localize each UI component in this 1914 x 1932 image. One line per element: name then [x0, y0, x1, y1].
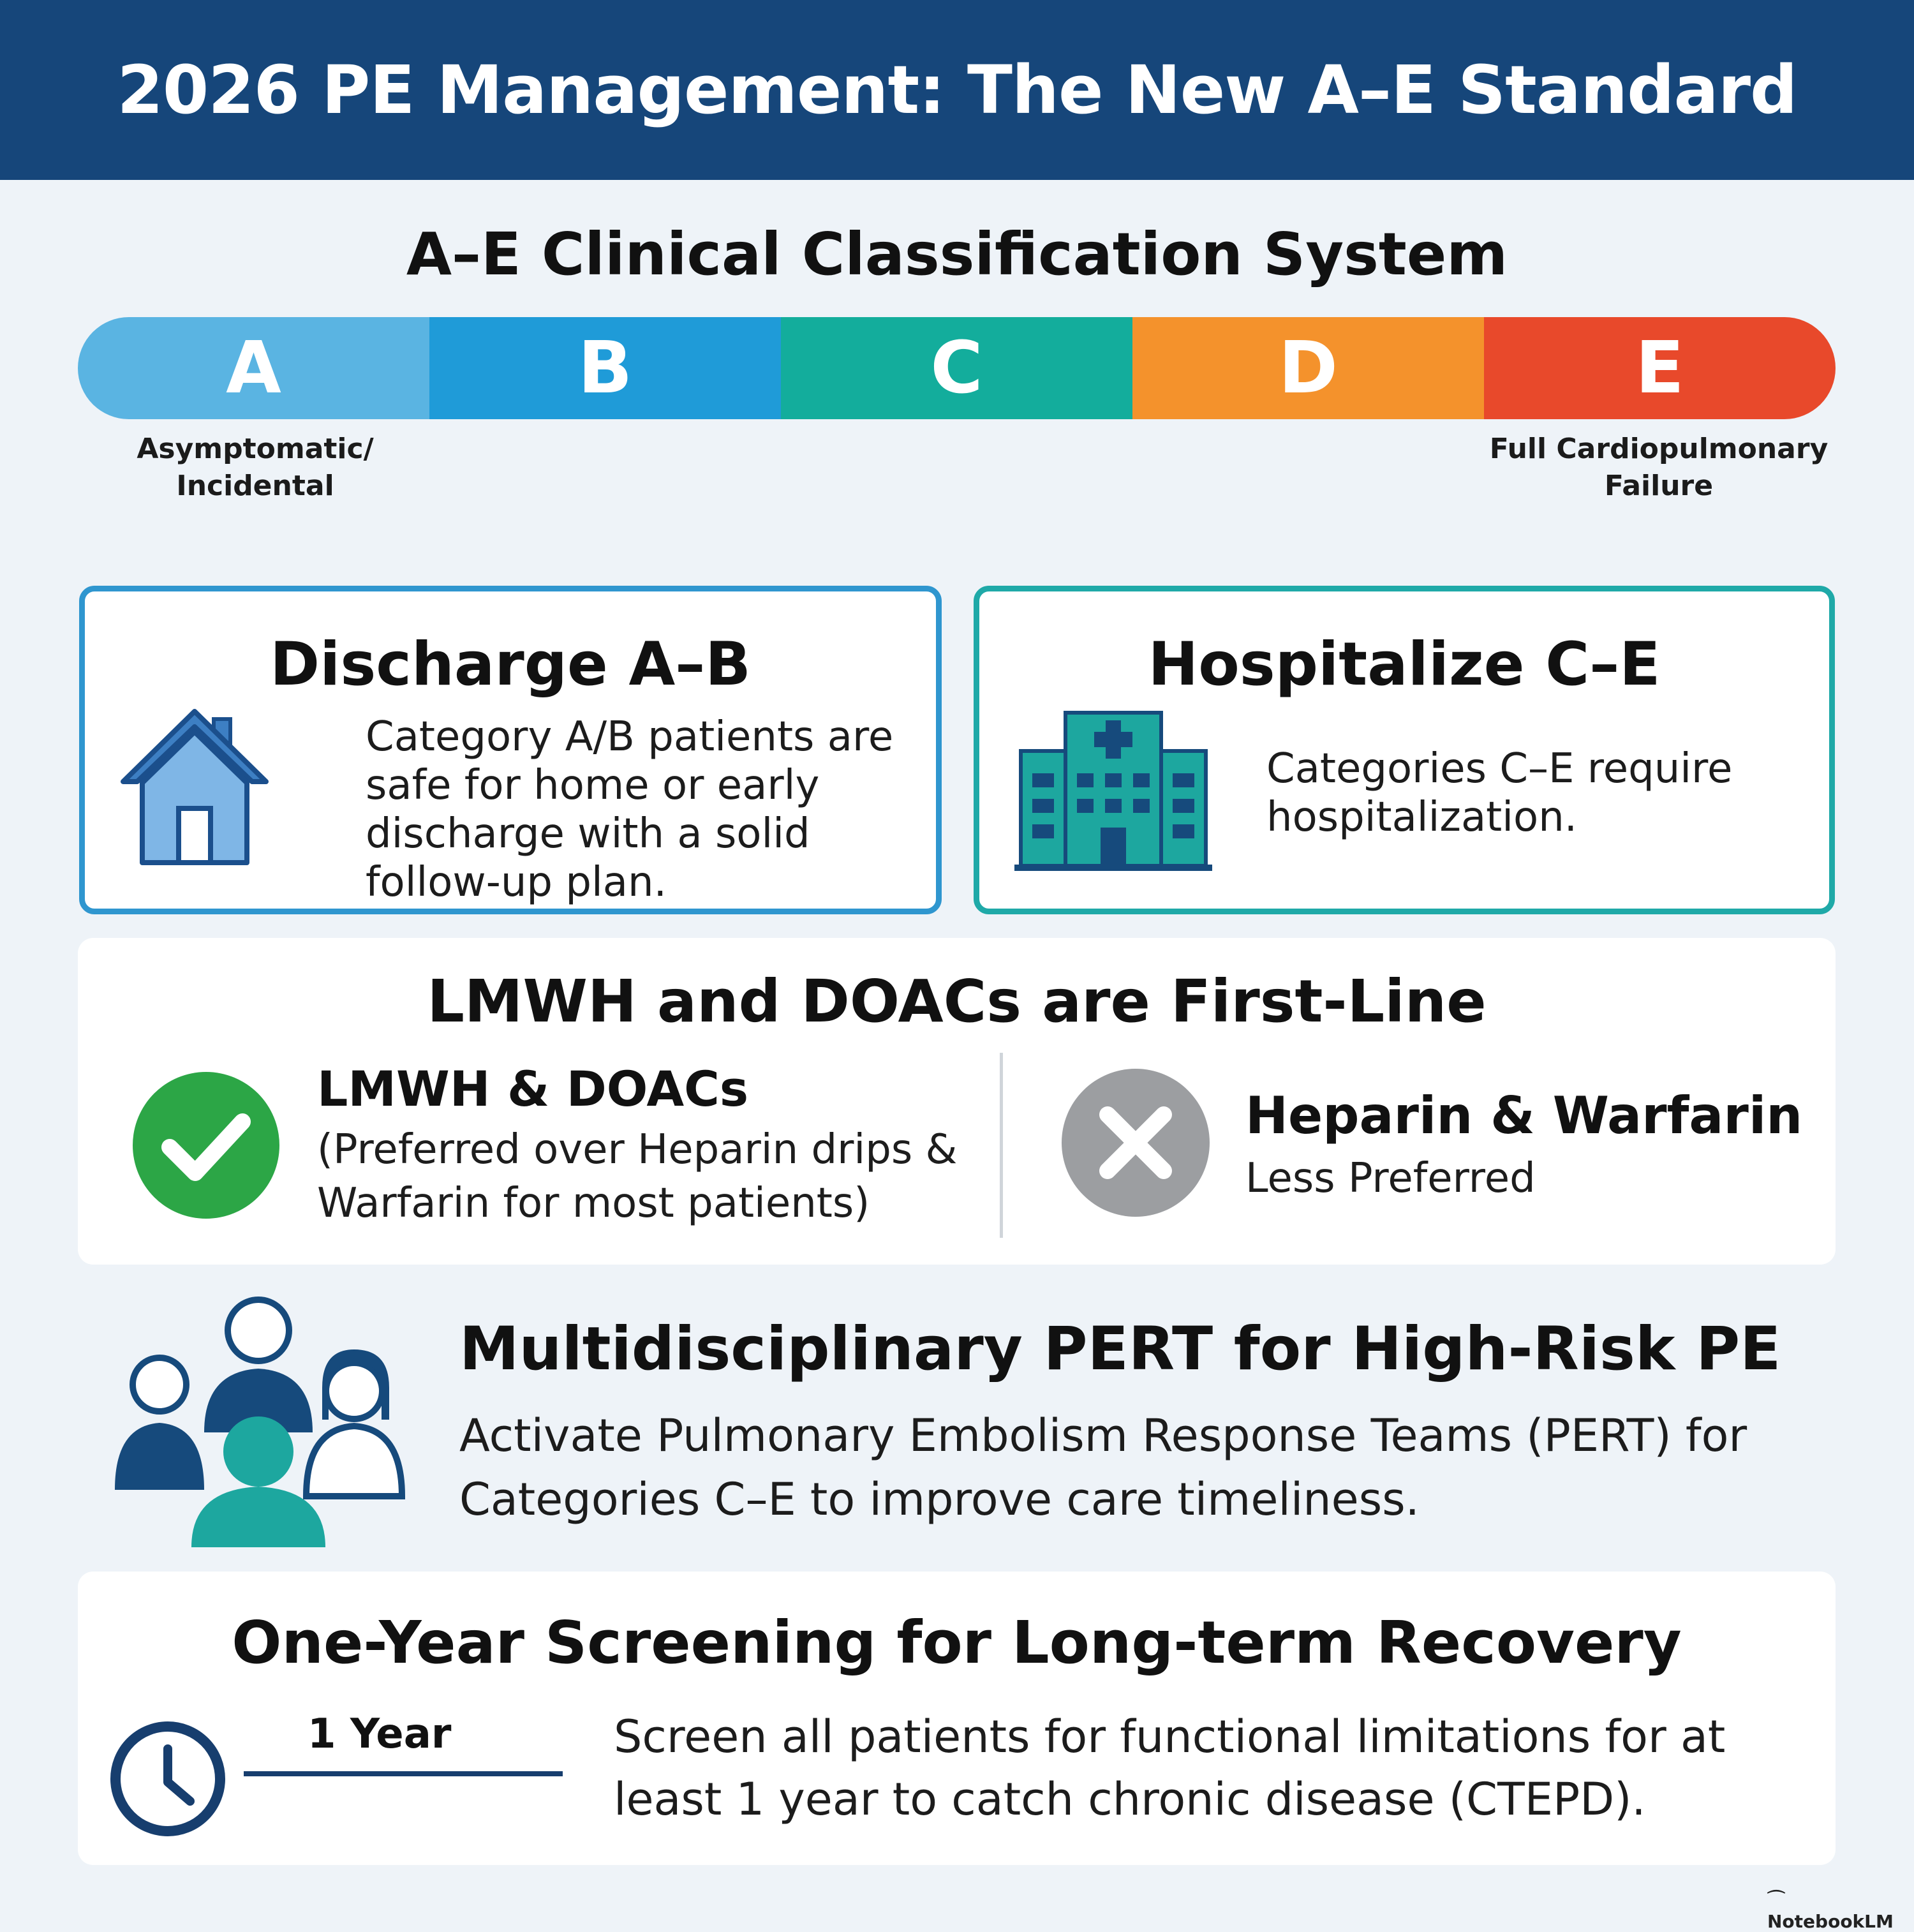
- hospital-icon: [1014, 706, 1212, 872]
- timeline-line: [244, 1771, 563, 1776]
- check-icon: [133, 1072, 279, 1219]
- scale-segment-d: D: [1132, 317, 1484, 419]
- scale-label-right: Full Cardiopulmonary Failure: [1489, 433, 1829, 502]
- watermark-text: NotebookLM: [1767, 1911, 1894, 1932]
- pert-text: Activate Pulmonary Embolism Response Teams (PERT) for Categories C–E to improve care timeliness.: [459, 1409, 1747, 1526]
- hospitalize-title: Hospitalize C–E: [1148, 630, 1661, 699]
- preferred-heading: LMWH & DOACs: [317, 1060, 749, 1117]
- screening-title: One-Year Screening for Long-term Recovery: [232, 1609, 1682, 1677]
- watermark: [1767, 1885, 1914, 1932]
- page-title: 2026 PE Management: The New A–E Standard: [117, 51, 1797, 129]
- discharge-text: Category A/B patients are safe for home or early discharge with a solid follow-up plan.: [366, 713, 894, 906]
- scale-segment-e: E: [1484, 317, 1836, 419]
- classification-scale-bar: [78, 317, 1836, 419]
- house-icon: [118, 706, 271, 866]
- scale-segment-a: A: [78, 317, 429, 419]
- less-preferred-note: Less Preferred: [1245, 1155, 1536, 1202]
- year-label: 1 Year: [308, 1711, 452, 1758]
- discharge-card: [79, 586, 942, 914]
- clock-icon: [107, 1718, 228, 1839]
- scale-label-left: Asymptomatic/ Incidental: [137, 433, 374, 502]
- preferred-note: (Preferred over Heparin drips & Warfarin for most patients): [317, 1126, 958, 1227]
- discharge-title: Discharge A–B: [270, 630, 751, 699]
- scale-segment-b: B: [429, 317, 781, 419]
- hospitalize-card: [974, 586, 1835, 914]
- notebooklm-logo-icon: ⌒: [1767, 1889, 1786, 1910]
- less-preferred-heading: Heparin & Warfarin: [1245, 1086, 1803, 1145]
- anticoagulation-panel: [78, 938, 1836, 1265]
- anticoagulation-title: LMWH and DOACs are First-Line: [427, 967, 1487, 1036]
- classification-title: A–E Clinical Classification System: [406, 220, 1508, 288]
- hospitalize-text: Categories C–E require hospitalization.: [1266, 745, 1733, 841]
- screening-panel: [78, 1572, 1836, 1865]
- medical-team-icon: [108, 1292, 408, 1547]
- pert-title: Multidisciplinary PERT for High-Risk PE: [459, 1314, 1781, 1384]
- cross-icon: [1062, 1069, 1210, 1217]
- scale-segment-c: C: [781, 317, 1132, 419]
- screening-text: Screen all patients for functional limitations for at least 1 year to catch chronic disease (CTEPD).: [614, 1711, 1726, 1825]
- header-banner: [0, 0, 1914, 180]
- divider: [1000, 1053, 1003, 1238]
